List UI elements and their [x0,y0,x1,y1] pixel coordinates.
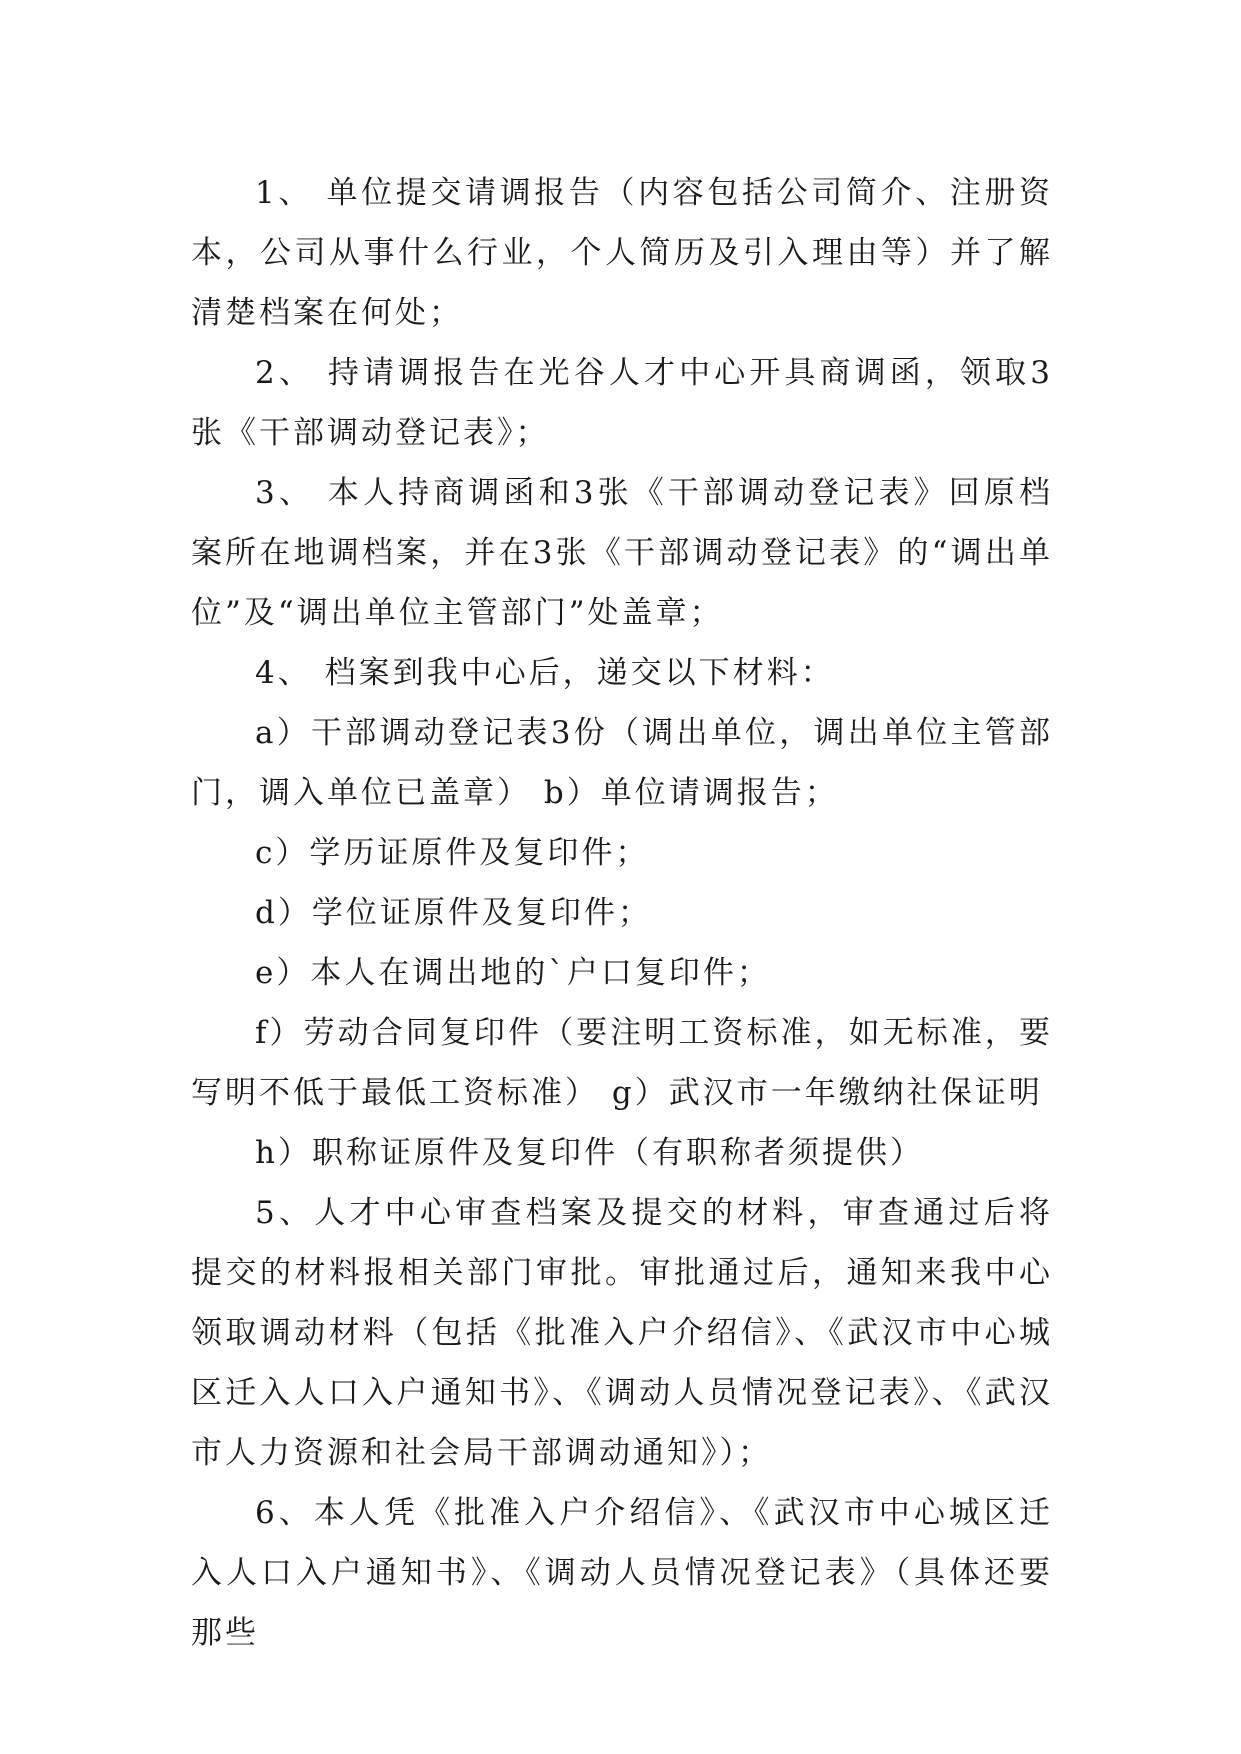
paragraph-item-h: h）职称证原件及复印件（有职称者须提供） [255,1135,924,1171]
paragraph-item-d: d）学位证原件及复印件； [255,895,652,931]
paragraph-item-c: c）学历证原件及复印件； [255,835,650,871]
paragraph-step-4: 4、 档案到我中心后，递交以下材料： [255,655,835,691]
paragraph-step-5: 5、人才中心审查档案及提交的材料，审查通过后将提交的材料报相关部门审批。审批通过后，通知来我中心领取调动材料（包括《批准入户介绍信》、《武汉市中心城区迁入人口入户通知书》、《调动人员情况登记表》、《武汉市人力资源和社会局干部调动通知》）； [191,1195,1053,1471]
paragraph-item-a-b: a）干部调动登记表3份（调出单位，调出单位主管部门，调入单位已盖章） b）单位请调报告； [191,715,1053,811]
paragraph-item-f-g: f）劳动合同复印件（要注明工资标准，如无标准，要写明不低于最低工资标准） g）武汉市一年缴纳社保证明 [191,1015,1053,1111]
paragraph-step-2: 2、 持请调报告在光谷人才中心开具商调函，领取3张《干部调动登记表》； [191,355,1053,451]
paragraph-item-e: e）本人在调出地的`户口复印件； [255,955,771,991]
paragraph-step-3: 3、 本人持商调函和3张《干部调动登记表》回原档案所在地调档案，并在3张《干部调动登记表》的“调出单位”及“调出单位主管部门”处盖章； [191,475,1053,631]
paragraph-step-1: 1、 单位提交请调报告（内容包括公司简介、注册资本，公司从事什么行业，个人简历及引入理由等）并了解清楚档案在何处； [191,175,1053,331]
document-body [191,163,1053,1663]
paragraph-step-6: 6、本人凭《批准入户介绍信》、《武汉市中心城区迁入人口入户通知书》、《调动人员情况登记表》（具体还要那些 [191,1495,1053,1651]
